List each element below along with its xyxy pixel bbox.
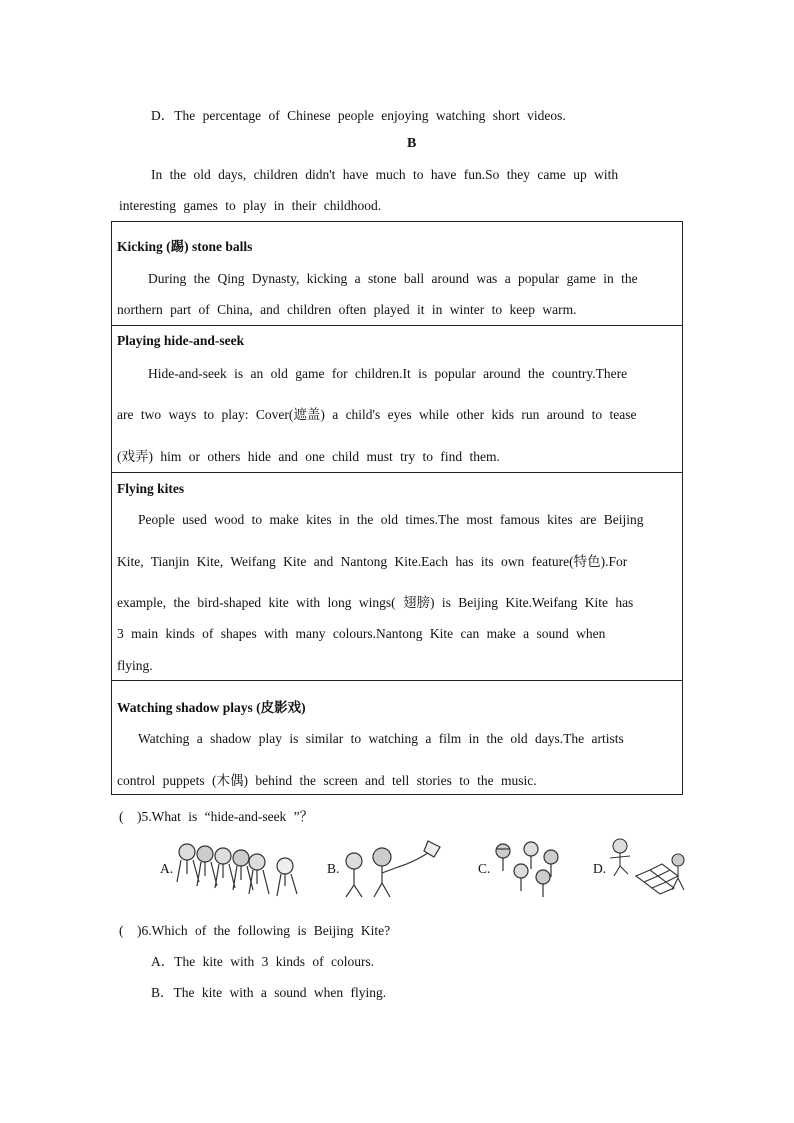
q6-option-b: B．The kite with a sound when flying. <box>151 985 387 1000</box>
hide-line-2: are two ways to play: Cover(遮盖) a child's eyes while other kids run around to tease <box>117 407 637 422</box>
kicking-line-1: During the Qing Dynasty, kicking a stone ball around was a popular game in the <box>148 271 638 286</box>
section-label: B <box>407 136 417 151</box>
q6-option-a: A．The kite with 3 kinds of colours. <box>151 954 375 969</box>
hide-title: Playing hide-and-seek <box>117 333 245 348</box>
table-divider <box>111 472 683 473</box>
q5-option-c-label: C. <box>478 861 491 876</box>
kites-line-4: 3 main kinds of shapes with many colours.Nantong Kite can make a sound when <box>117 626 606 641</box>
kites-line-2: Kite, Tianjin Kite, Weifang Kite and Nantong Kite.Each has its own feature(特色).For <box>117 554 628 569</box>
question-6: ( )6.Which of the following is Beijing Kite? <box>119 923 391 938</box>
q5-option-b-label: B. <box>327 861 340 876</box>
kicking-line-2: northern part of China, and children often played it in winter to keep warm. <box>117 302 577 317</box>
hopscotch-picture <box>606 836 690 900</box>
kites-line-3: example, the bird-shaped kite with long wings( 翅膀) is Beijing Kite.Weifang Kite has <box>117 595 634 610</box>
q5-option-a-label: A. <box>160 861 174 876</box>
intro-line-2: interesting games to play in their childhood. <box>119 198 382 213</box>
table-divider <box>111 325 683 326</box>
kites-line-1: People used wood to make kites in the old times.The most famous kites are Beijing <box>138 512 644 527</box>
hide-line-3: (戏弄) him or others hide and one child must try to find them. <box>117 449 500 464</box>
previous-option-d: D．The percentage of Chinese people enjoying watching short videos. <box>151 108 566 123</box>
children-flying-kite-picture <box>340 835 452 900</box>
table-divider <box>111 680 683 681</box>
shadow-line-1: Watching a shadow play is similar to watching a film in the old days.The artists <box>138 731 624 746</box>
kites-line-5: flying. <box>117 658 153 673</box>
intro-line-1: In the old days, children didn't have much to have fun.So they came up with <box>151 167 619 182</box>
shadow-title: Watching shadow plays (皮影戏) <box>117 700 306 715</box>
kites-title: Flying kites <box>117 481 185 496</box>
q5-option-d-label: D. <box>593 861 607 876</box>
children-running-picture <box>173 838 308 900</box>
hide-and-seek-picture <box>491 837 569 899</box>
question-5: ( )5.What is “hide-and-seek ”？ <box>119 809 314 824</box>
shadow-line-2: control puppets (木偶) behind the screen and tell stories to the music. <box>117 773 537 788</box>
hide-line-1: Hide-and-seek is an old game for children.It is popular around the country.There <box>148 366 628 381</box>
kicking-title: Kicking (踢) stone balls <box>117 239 253 254</box>
